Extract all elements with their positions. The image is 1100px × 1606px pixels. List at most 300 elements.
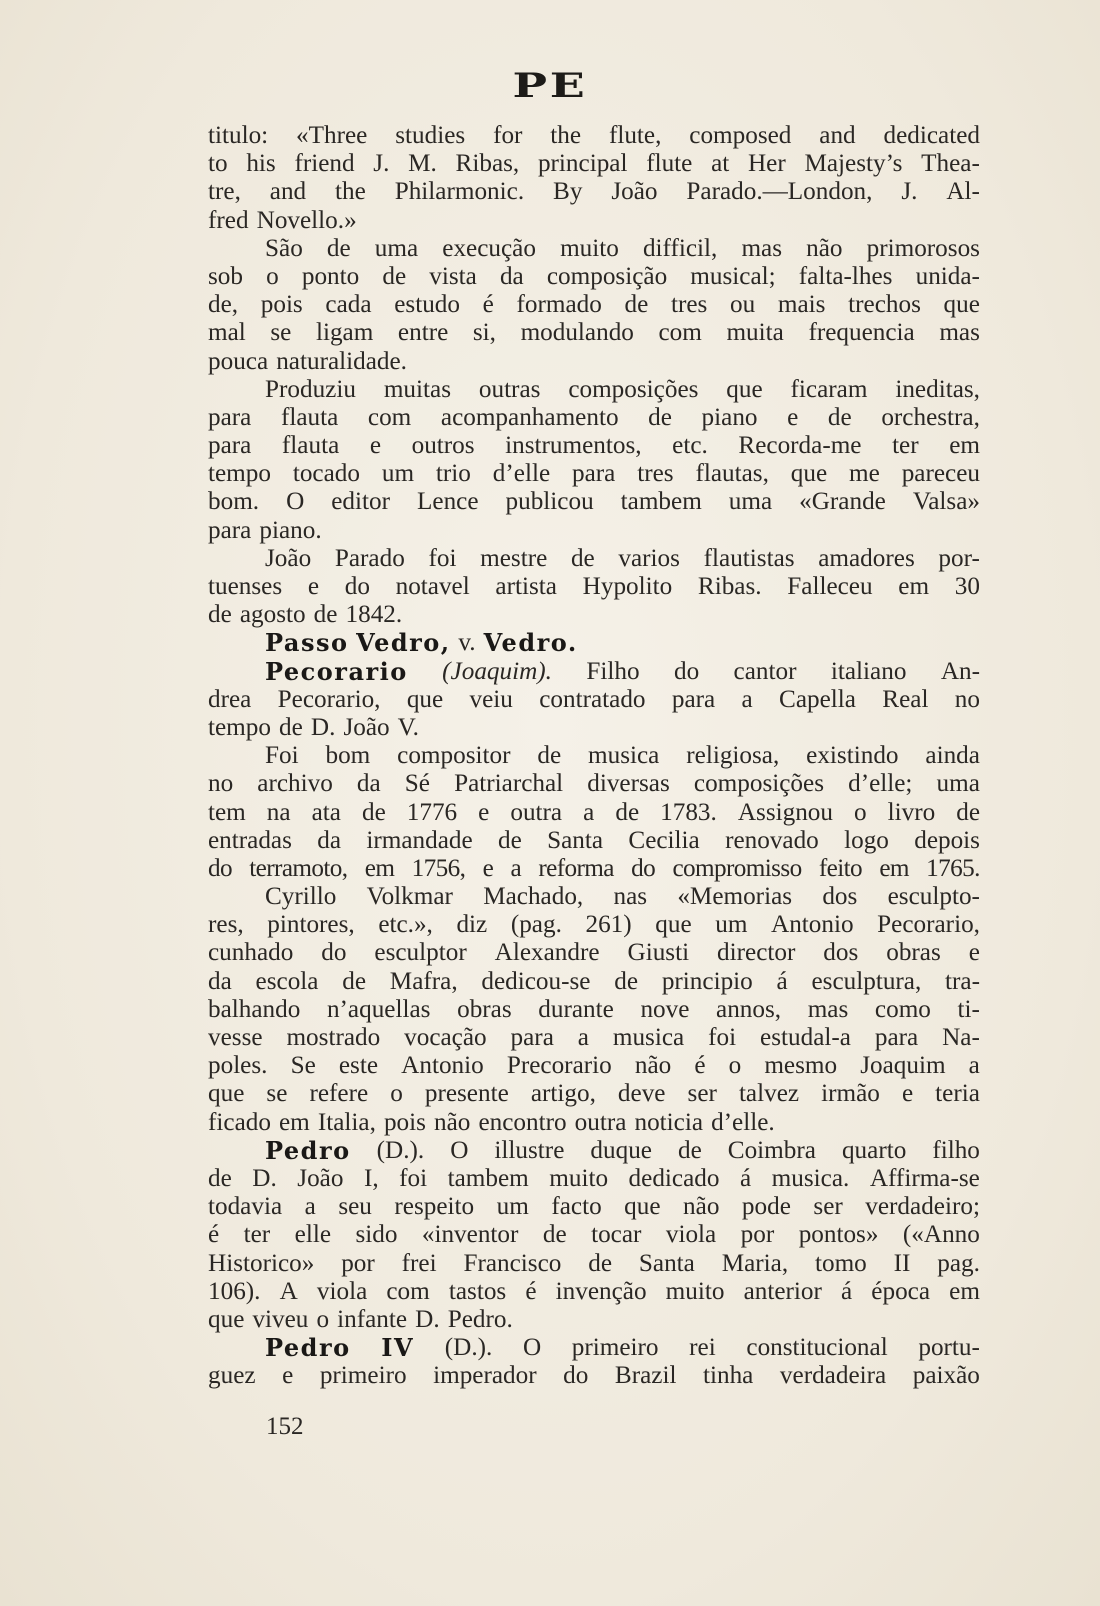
word: uma xyxy=(936,770,980,798)
word: ponto xyxy=(301,262,360,290)
word: uma xyxy=(374,234,419,262)
text-line xyxy=(208,122,980,150)
word: Novello.» xyxy=(256,206,357,234)
word: (D.). xyxy=(376,1136,425,1164)
entry-headword: Vedro, xyxy=(356,628,451,658)
word: poles. xyxy=(208,1052,268,1080)
word: refere xyxy=(309,1080,369,1108)
text-line xyxy=(208,827,980,855)
word: musica. xyxy=(771,1164,850,1192)
text-line xyxy=(208,545,980,573)
word: existindo xyxy=(806,742,899,770)
word: presente xyxy=(424,1080,509,1108)
word: verdadeiro; xyxy=(865,1193,980,1221)
word: anterior xyxy=(743,1277,822,1305)
word: Produziu xyxy=(265,375,356,403)
text-line xyxy=(208,686,980,714)
word: nove xyxy=(640,995,690,1023)
word: ficaram xyxy=(790,375,868,403)
word: the xyxy=(550,122,582,149)
word: Lence xyxy=(417,488,479,516)
word: dos xyxy=(823,939,859,967)
word: de xyxy=(677,1136,702,1164)
text-line xyxy=(208,1278,980,1306)
word: Machado, xyxy=(483,883,584,911)
word: Cyrillo xyxy=(265,883,337,911)
word: a xyxy=(304,1193,316,1221)
word: e xyxy=(787,403,799,431)
word: tre, xyxy=(208,178,241,206)
word: director xyxy=(717,939,796,967)
word: n’aquellas xyxy=(326,995,431,1023)
word: drea xyxy=(208,685,252,713)
word: de xyxy=(342,967,367,995)
word: Falleceu xyxy=(787,573,873,600)
word: Filho xyxy=(586,657,640,685)
word: difficil, xyxy=(642,234,718,262)
word: editor xyxy=(331,488,391,516)
word: «inventor xyxy=(421,1221,519,1249)
word: infante xyxy=(337,1305,408,1333)
word: não xyxy=(683,1193,720,1221)
word: composições xyxy=(568,375,699,403)
word: naturalidade. xyxy=(276,347,407,375)
word: de xyxy=(361,798,386,826)
word: agosto xyxy=(239,601,306,629)
word: By xyxy=(553,178,583,206)
text-line xyxy=(208,939,980,967)
word: de, xyxy=(208,291,239,319)
word: musica xyxy=(612,1024,685,1051)
word: tambem xyxy=(620,488,702,516)
word: pois xyxy=(383,1108,426,1136)
word: cunhado xyxy=(208,939,294,967)
word: constitucional xyxy=(746,1334,888,1362)
word: outra xyxy=(510,798,563,826)
word: 1765. xyxy=(926,854,980,882)
word: com xyxy=(367,403,412,431)
word: do xyxy=(563,1362,589,1390)
word: Giusti xyxy=(627,939,690,967)
word: M. xyxy=(408,150,437,178)
text-line xyxy=(208,319,980,347)
word: ata xyxy=(311,798,341,826)
word: bom xyxy=(325,742,371,770)
word: do xyxy=(208,854,232,882)
word: trechos xyxy=(848,291,921,319)
word: a xyxy=(583,798,595,826)
word: primorosos xyxy=(866,234,980,262)
text-line xyxy=(208,1024,980,1052)
word: flautistas xyxy=(703,544,795,572)
text-line xyxy=(208,178,980,206)
word: Santa xyxy=(547,826,604,854)
word: de xyxy=(956,798,980,826)
word: vista xyxy=(429,262,477,290)
word: contratado xyxy=(539,685,646,713)
word: for xyxy=(493,122,523,149)
text-line xyxy=(208,996,980,1024)
word: Antonio xyxy=(401,1052,484,1080)
word: tres xyxy=(670,291,708,319)
word: facto xyxy=(551,1193,602,1221)
word: entre xyxy=(397,319,449,347)
word: este xyxy=(338,1052,379,1080)
word: J. xyxy=(901,178,918,206)
word: da xyxy=(208,967,232,995)
word: do xyxy=(321,939,347,967)
word: ter xyxy=(892,432,919,460)
word: filho xyxy=(932,1136,980,1164)
word: a xyxy=(577,1024,589,1051)
text-line xyxy=(208,1165,980,1193)
word: fred xyxy=(208,206,249,234)
word: tem xyxy=(208,798,246,826)
word: noticia xyxy=(634,1108,704,1136)
word: religiosa, xyxy=(686,742,780,770)
word: de xyxy=(648,403,672,431)
word: acompanhamento xyxy=(440,403,619,431)
word: varios xyxy=(618,544,680,572)
word: em xyxy=(279,1108,310,1136)
word: portu- xyxy=(918,1334,980,1362)
word: Maria, xyxy=(721,1249,789,1277)
word: artista xyxy=(495,573,557,600)
word: d’elle; xyxy=(848,770,913,798)
word: e xyxy=(482,854,494,882)
word: notavel xyxy=(395,573,470,600)
text-line xyxy=(208,1306,980,1334)
entry-name-italic: (Joaquim). xyxy=(442,657,552,685)
word: irmandade xyxy=(366,826,473,854)
word: terramoto, xyxy=(249,854,348,882)
word: o xyxy=(316,1305,330,1333)
word: illustre xyxy=(494,1136,565,1164)
word: encontro xyxy=(478,1108,567,1136)
word: Alexandre xyxy=(494,939,600,967)
word: no xyxy=(954,685,980,713)
text-line xyxy=(208,263,980,291)
word: sob xyxy=(208,262,243,290)
word: esculptor xyxy=(374,939,467,967)
word: J. xyxy=(373,150,390,178)
word: tempo xyxy=(208,460,271,488)
word: no xyxy=(208,770,234,798)
word: diversas xyxy=(587,770,670,798)
text-line xyxy=(208,658,980,686)
text-line xyxy=(208,911,980,939)
word: mas xyxy=(807,995,849,1023)
word: Philarmonic. xyxy=(394,178,525,206)
word: his xyxy=(246,150,276,178)
word: em xyxy=(949,432,980,460)
word: amadores xyxy=(818,544,915,572)
word: a xyxy=(968,1052,980,1080)
text-line xyxy=(208,207,980,235)
word: se xyxy=(270,319,292,347)
word: irmão xyxy=(821,1080,880,1108)
word: uma xyxy=(728,488,773,516)
word: (pag. xyxy=(510,911,562,939)
word: reforma xyxy=(538,854,614,882)
word: paixão xyxy=(912,1362,980,1390)
text-line xyxy=(208,150,980,178)
word: flauta xyxy=(281,432,340,460)
word: tomo xyxy=(815,1249,867,1277)
word: não xyxy=(806,234,843,262)
word: de xyxy=(614,967,639,995)
word: instrumentos, xyxy=(505,432,642,460)
word: um xyxy=(496,1193,529,1221)
word: etc.», xyxy=(378,911,433,939)
word: Cecilia xyxy=(628,826,700,854)
word: tastos xyxy=(448,1277,507,1305)
word: mestre xyxy=(480,544,548,572)
text-line xyxy=(208,1193,980,1221)
word: I, xyxy=(363,1164,379,1192)
word: etc. xyxy=(672,432,708,460)
word: muito xyxy=(560,234,619,262)
word: unida- xyxy=(915,262,980,290)
word: esculpto- xyxy=(887,883,980,911)
word: Joaquim xyxy=(860,1052,946,1080)
word: teria xyxy=(935,1080,980,1108)
word: de xyxy=(827,403,852,431)
word: entradas xyxy=(208,826,292,854)
word: D. xyxy=(415,1305,440,1333)
word: tres xyxy=(637,460,674,488)
word: Her xyxy=(747,150,786,178)
entry-headword: Pecorario xyxy=(265,656,408,686)
word: de xyxy=(326,234,351,262)
word: foi xyxy=(428,544,457,572)
word: primeiro xyxy=(319,1362,407,1390)
word: balhando xyxy=(208,995,301,1023)
word: mas xyxy=(741,234,783,262)
word: formado xyxy=(516,291,602,319)
word: Ribas. xyxy=(697,573,762,600)
word: principio xyxy=(661,967,753,995)
word: Coimbra xyxy=(727,1136,816,1164)
word: para xyxy=(510,1024,554,1051)
word: obras xyxy=(886,939,941,967)
word: 106). xyxy=(208,1277,261,1305)
word: frequencia xyxy=(808,319,915,347)
word: talvez xyxy=(738,1080,800,1108)
word: rei xyxy=(689,1334,716,1362)
word: musical; xyxy=(690,262,776,290)
word: invenção xyxy=(555,1277,647,1305)
word: Sé xyxy=(404,770,430,798)
word: na xyxy=(266,798,291,826)
word: escola xyxy=(255,967,319,995)
text-line xyxy=(208,1221,980,1249)
word: o xyxy=(854,798,867,826)
word: e xyxy=(307,573,320,600)
word: por xyxy=(740,1221,775,1249)
word: á xyxy=(776,967,788,995)
text-line xyxy=(208,235,980,263)
word: (D.). xyxy=(444,1334,493,1362)
word: the xyxy=(335,178,366,206)
word: d’elle. xyxy=(711,1108,775,1136)
word: pag. xyxy=(937,1249,980,1277)
text-line xyxy=(208,714,980,742)
word: O xyxy=(522,1334,542,1362)
word: tra- xyxy=(945,967,980,995)
text-line xyxy=(208,855,980,883)
entry-headword: Pedro xyxy=(265,1135,351,1165)
word: da xyxy=(317,826,342,854)
text-line xyxy=(208,629,980,657)
word: 1783. xyxy=(660,798,717,826)
word: diz xyxy=(456,911,488,939)
word: respeito xyxy=(394,1193,475,1221)
word: para xyxy=(874,1024,919,1051)
word: por- xyxy=(938,544,980,572)
word: me xyxy=(849,460,880,488)
word: do xyxy=(344,573,370,600)
word: outra xyxy=(574,1108,627,1136)
text-line xyxy=(208,1137,980,1165)
text-line xyxy=(208,1362,980,1390)
word: bom. xyxy=(208,488,260,516)
word: ser xyxy=(687,1080,717,1108)
text-line xyxy=(208,488,980,516)
word: elle xyxy=(294,1221,331,1249)
word: mostrado xyxy=(286,1024,381,1051)
word: com xyxy=(386,1277,430,1305)
text-line xyxy=(208,432,980,460)
word: que xyxy=(406,685,444,713)
word: que xyxy=(943,291,980,319)
word: se xyxy=(266,1080,288,1108)
word: Na- xyxy=(942,1024,980,1051)
word: ser xyxy=(813,1193,843,1221)
word: e xyxy=(968,939,980,967)
word: o xyxy=(728,1052,742,1080)
word: não xyxy=(434,1108,471,1136)
word: deve xyxy=(617,1080,666,1108)
word: para xyxy=(671,685,716,713)
word: res, xyxy=(208,911,244,939)
word: João xyxy=(611,178,658,206)
word: flute, xyxy=(608,122,662,149)
word: friend xyxy=(294,150,355,178)
word: verdadeira xyxy=(779,1362,887,1390)
word: tocado xyxy=(292,460,360,488)
word: e xyxy=(369,432,382,460)
word: muita xyxy=(726,319,784,347)
word: muito xyxy=(665,1277,725,1305)
word: todavia xyxy=(208,1193,283,1221)
word: flauta xyxy=(280,403,339,431)
text-line xyxy=(208,1109,980,1137)
word: de xyxy=(313,601,338,629)
word: O xyxy=(286,488,305,516)
word: annos, xyxy=(716,995,782,1023)
word: ineditas, xyxy=(895,375,980,403)
word: ligam xyxy=(315,319,374,347)
word: Parado.—London, xyxy=(686,178,873,206)
word: flute xyxy=(646,150,693,178)
word: cantor xyxy=(733,657,797,685)
word: esculptura, xyxy=(811,967,922,995)
body-text xyxy=(208,122,980,1390)
word: Affirma-se xyxy=(869,1164,980,1192)
word: á xyxy=(841,1277,853,1305)
word: musica xyxy=(588,742,660,770)
word: de xyxy=(208,1164,232,1192)
word: que xyxy=(208,1080,245,1108)
word: tuenses xyxy=(208,573,283,600)
word: and xyxy=(269,178,307,206)
word: and xyxy=(819,122,856,149)
word: João xyxy=(343,713,390,741)
word: italiano xyxy=(830,657,907,685)
word: artigo, xyxy=(530,1080,596,1108)
word: orchestra, xyxy=(881,403,980,431)
word: Pedro. xyxy=(447,1305,513,1333)
text-line xyxy=(208,404,980,432)
word: modulando xyxy=(520,319,634,347)
word: pode xyxy=(741,1193,791,1221)
word: que xyxy=(208,1305,245,1333)
word: para xyxy=(208,403,252,431)
word: si, xyxy=(472,319,496,347)
word: de xyxy=(382,262,407,290)
word: to xyxy=(208,150,228,178)
word: João xyxy=(265,544,312,572)
word: obras xyxy=(457,995,512,1023)
word: de xyxy=(279,713,303,741)
word: «Memorias xyxy=(677,883,793,911)
word: para xyxy=(572,460,616,488)
word: dedicated xyxy=(883,122,980,149)
word: um xyxy=(381,460,415,488)
word: Historico» xyxy=(208,1249,315,1277)
word: V. xyxy=(397,713,419,741)
word: 1776 xyxy=(406,798,458,826)
word: outros xyxy=(411,432,475,460)
word: O xyxy=(450,1136,469,1164)
word: nas xyxy=(613,883,648,911)
word: 1756, xyxy=(411,854,466,882)
text-line xyxy=(208,1334,980,1362)
word: Recorda-me xyxy=(738,432,862,460)
word: archivo xyxy=(257,770,333,798)
word: primeiro xyxy=(571,1334,659,1362)
word: depois xyxy=(914,826,980,854)
word: o xyxy=(266,262,279,290)
word: piano. xyxy=(259,516,322,544)
text-line xyxy=(208,376,980,404)
text-line xyxy=(208,573,980,601)
word: tinha xyxy=(703,1362,754,1390)
word: pontos» xyxy=(798,1221,879,1249)
word: quarto xyxy=(841,1136,907,1164)
word: duque xyxy=(590,1136,652,1164)
word: muitas xyxy=(383,375,451,403)
word: o xyxy=(390,1080,403,1108)
word: dos xyxy=(822,883,858,911)
word: d’elle xyxy=(492,460,551,488)
word: guez xyxy=(208,1362,256,1390)
word: ainda xyxy=(925,742,980,770)
word: de xyxy=(497,826,522,854)
word: estudo xyxy=(394,291,460,319)
entry-headword: Pedro xyxy=(265,1333,351,1363)
